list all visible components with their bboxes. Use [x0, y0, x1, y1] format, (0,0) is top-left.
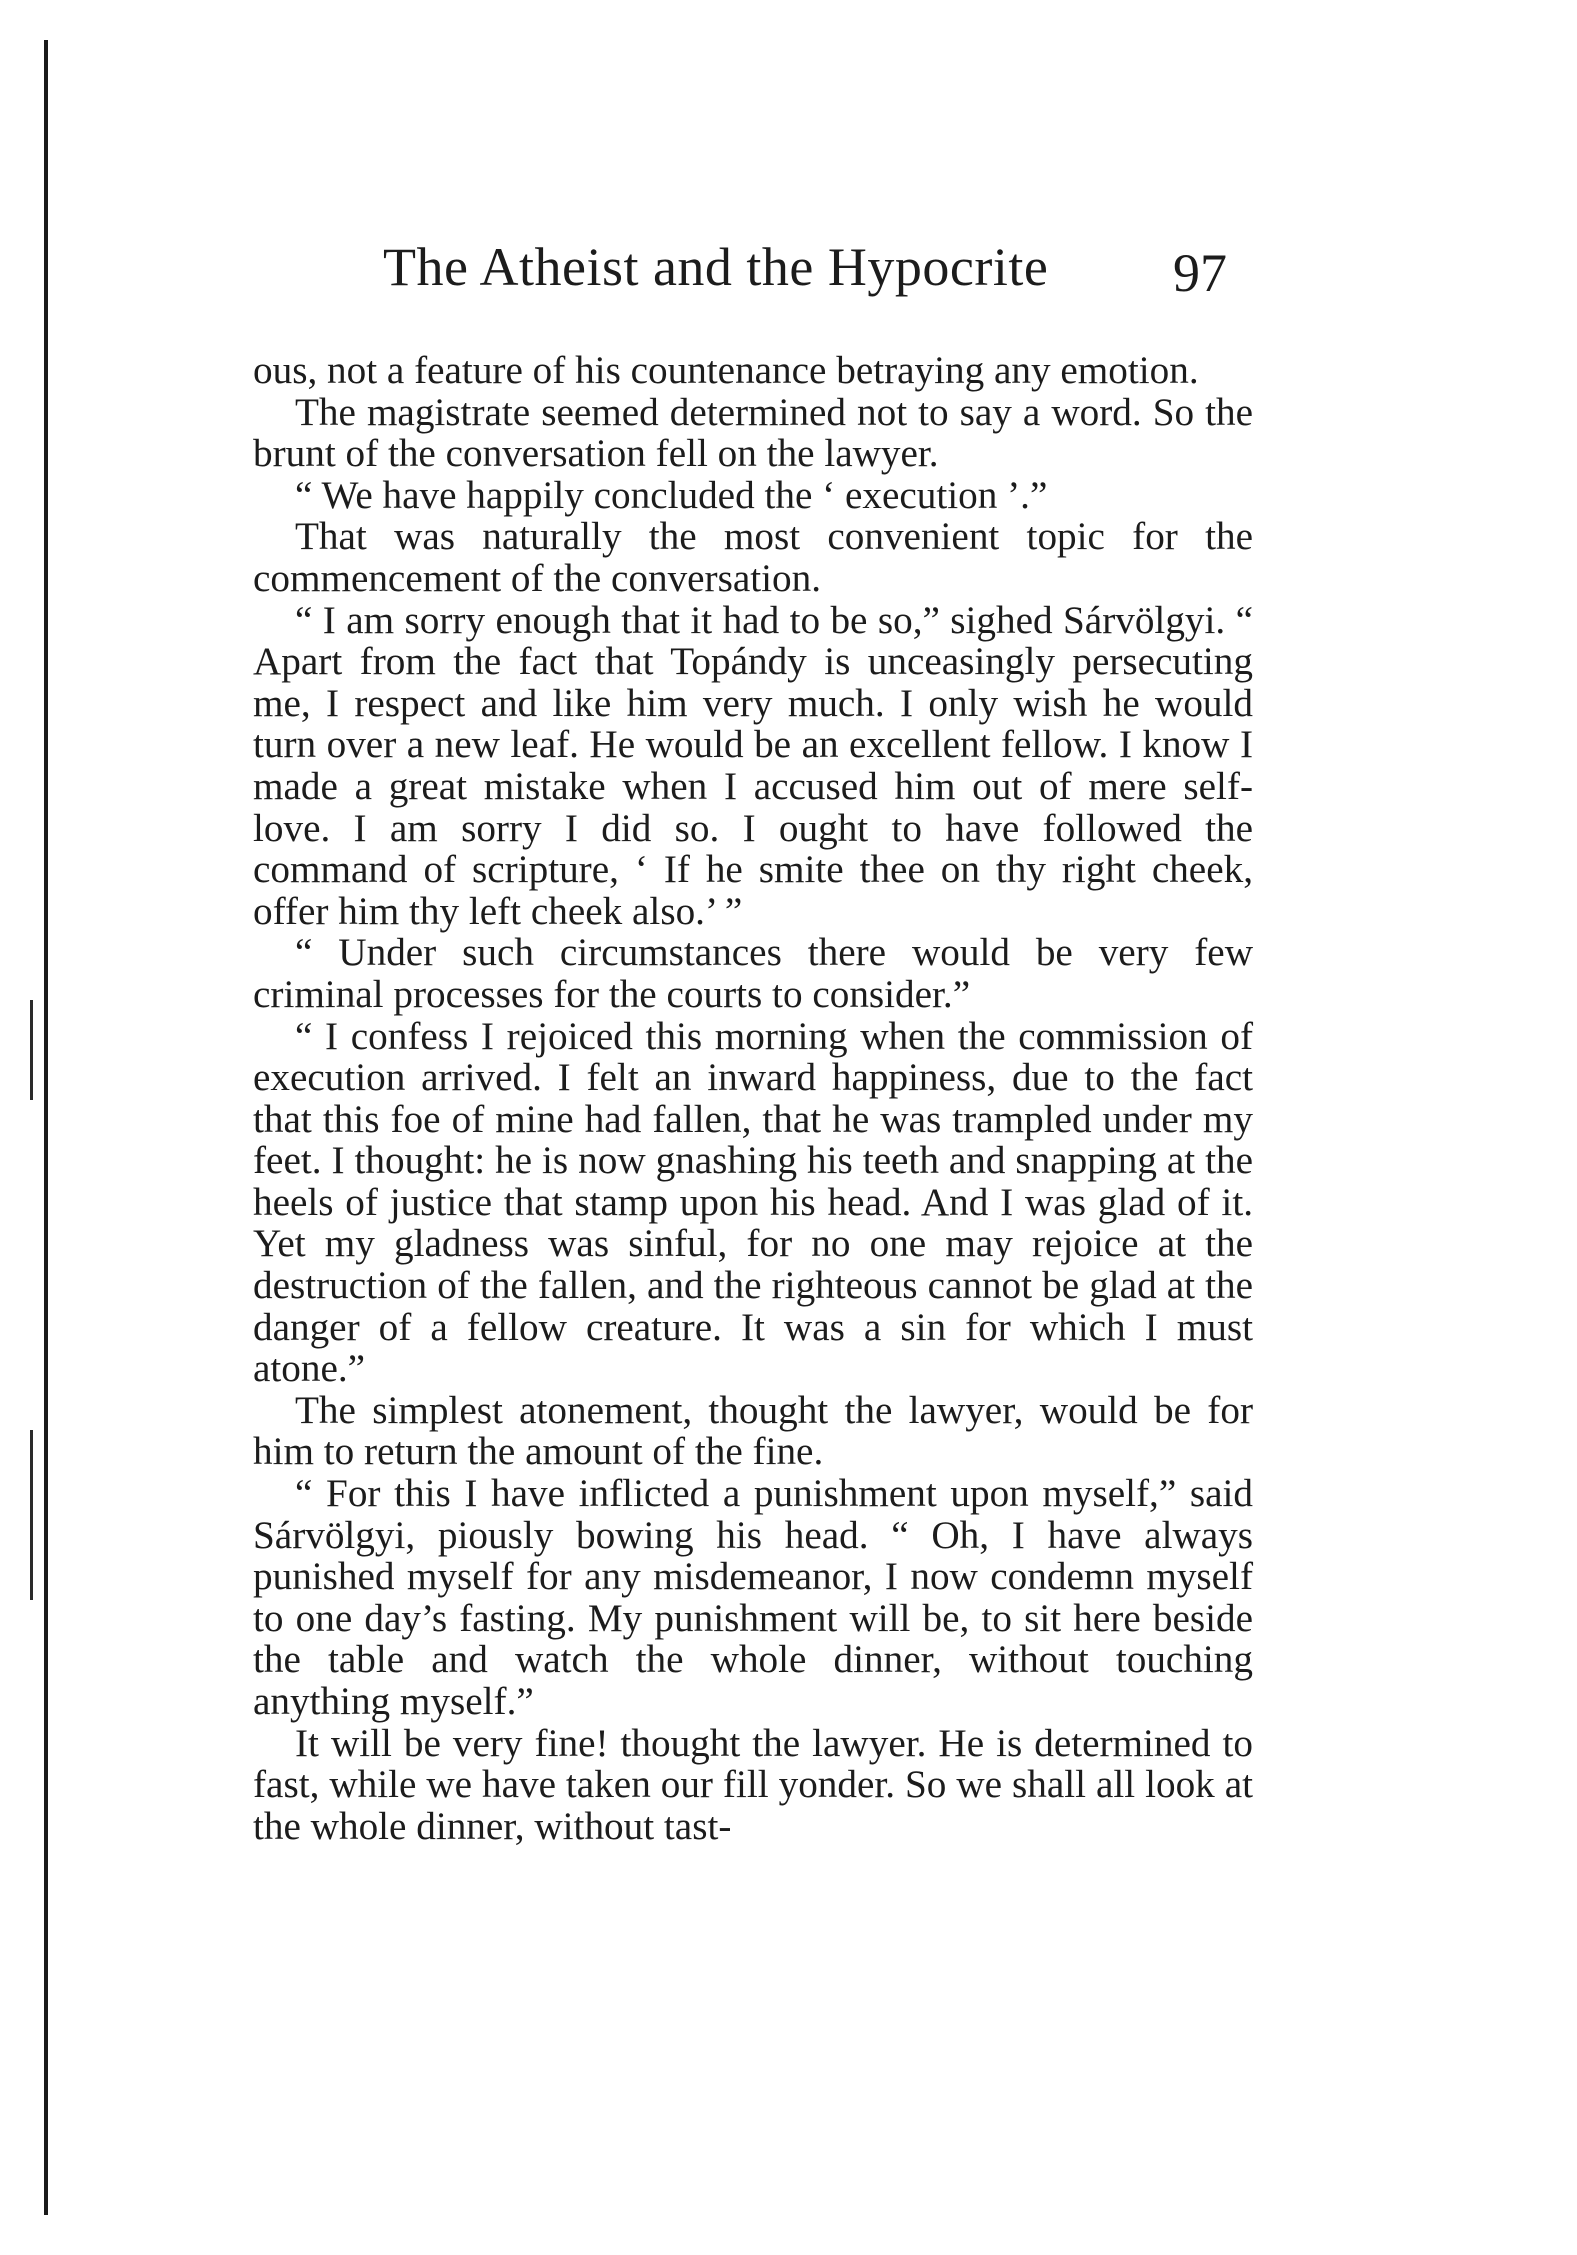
- binding-scan-mark: [30, 1430, 33, 1600]
- paragraph: It will be very fine! thought the lawyer. He is determined to fast, while we have taken our fill yonder. So we shall all look at the whole dinner, without tast-: [253, 1721, 1253, 1848]
- paragraph: “ For this I have inflicted a punishment upon myself,” said Sárvölgyi, piously bowing his head. “ Oh, I have always punished myself for any misdemeanor, I now condemn myself to one day’s fasting. My punishment will be, to sit here beside the table and watch the whole dinner, without touching anything myself.”: [253, 1472, 1253, 1723]
- paragraph: ous, not a feature of his countenance betraying any emotion.: [253, 349, 1199, 392]
- binding-edge-line: [44, 40, 48, 2215]
- binding-scan-mark: [30, 1000, 33, 1100]
- page-number: 97: [1173, 243, 1227, 303]
- paragraph: The simplest atonement, thought the lawyer, would be for him to return the amount of the fine.: [253, 1388, 1253, 1474]
- running-head: [253, 236, 1253, 316]
- paragraph: “ I confess I rejoiced this morning when the commission of execution arrived. I felt an inward happiness, due to the fact that this foe of mine had fallen, that he was trampled under my feet. I thought: he is now gnashing his teeth and snapping at the heels of justice that stamp upon his head. And I was glad of it. Yet my gladness was sinful, for no one may rejoice at the destruction of the fallen, and the righteous cannot be glad at the danger of a fellow creature. It was a sin for which I must atone.”: [253, 1014, 1253, 1391]
- paragraph: “ We have happily concluded the ‘ execution ’.”: [295, 473, 1048, 517]
- body-text: [253, 350, 1253, 1847]
- paragraph: “ I am sorry enough that it had to be so,” sighed Sárvölgyi. “ Apart from the fact that Topándy is unceasingly persecuting me, I respect and like him very much. I only wish he would turn over a new leaf. He would be an excellent fellow. I know I made a great mistake when I accused him out of mere self-love. I am sorry I did so. I ought to have followed the command of scripture, ‘ If he smite thee on thy right cheek, offer him thy left cheek also.’ ”: [253, 598, 1253, 933]
- running-title: The Atheist and the Hypocrite: [383, 237, 1049, 297]
- paragraph: The magistrate seemed determined not to say a word. So the brunt of the conversation fell on the lawyer.: [253, 390, 1253, 476]
- paragraph: That was naturally the most convenient topic for the commencement of the conversation.: [253, 515, 1253, 600]
- paragraph: “ Under such circumstances there would be very few criminal processes for the courts to consider.”: [253, 931, 1253, 1016]
